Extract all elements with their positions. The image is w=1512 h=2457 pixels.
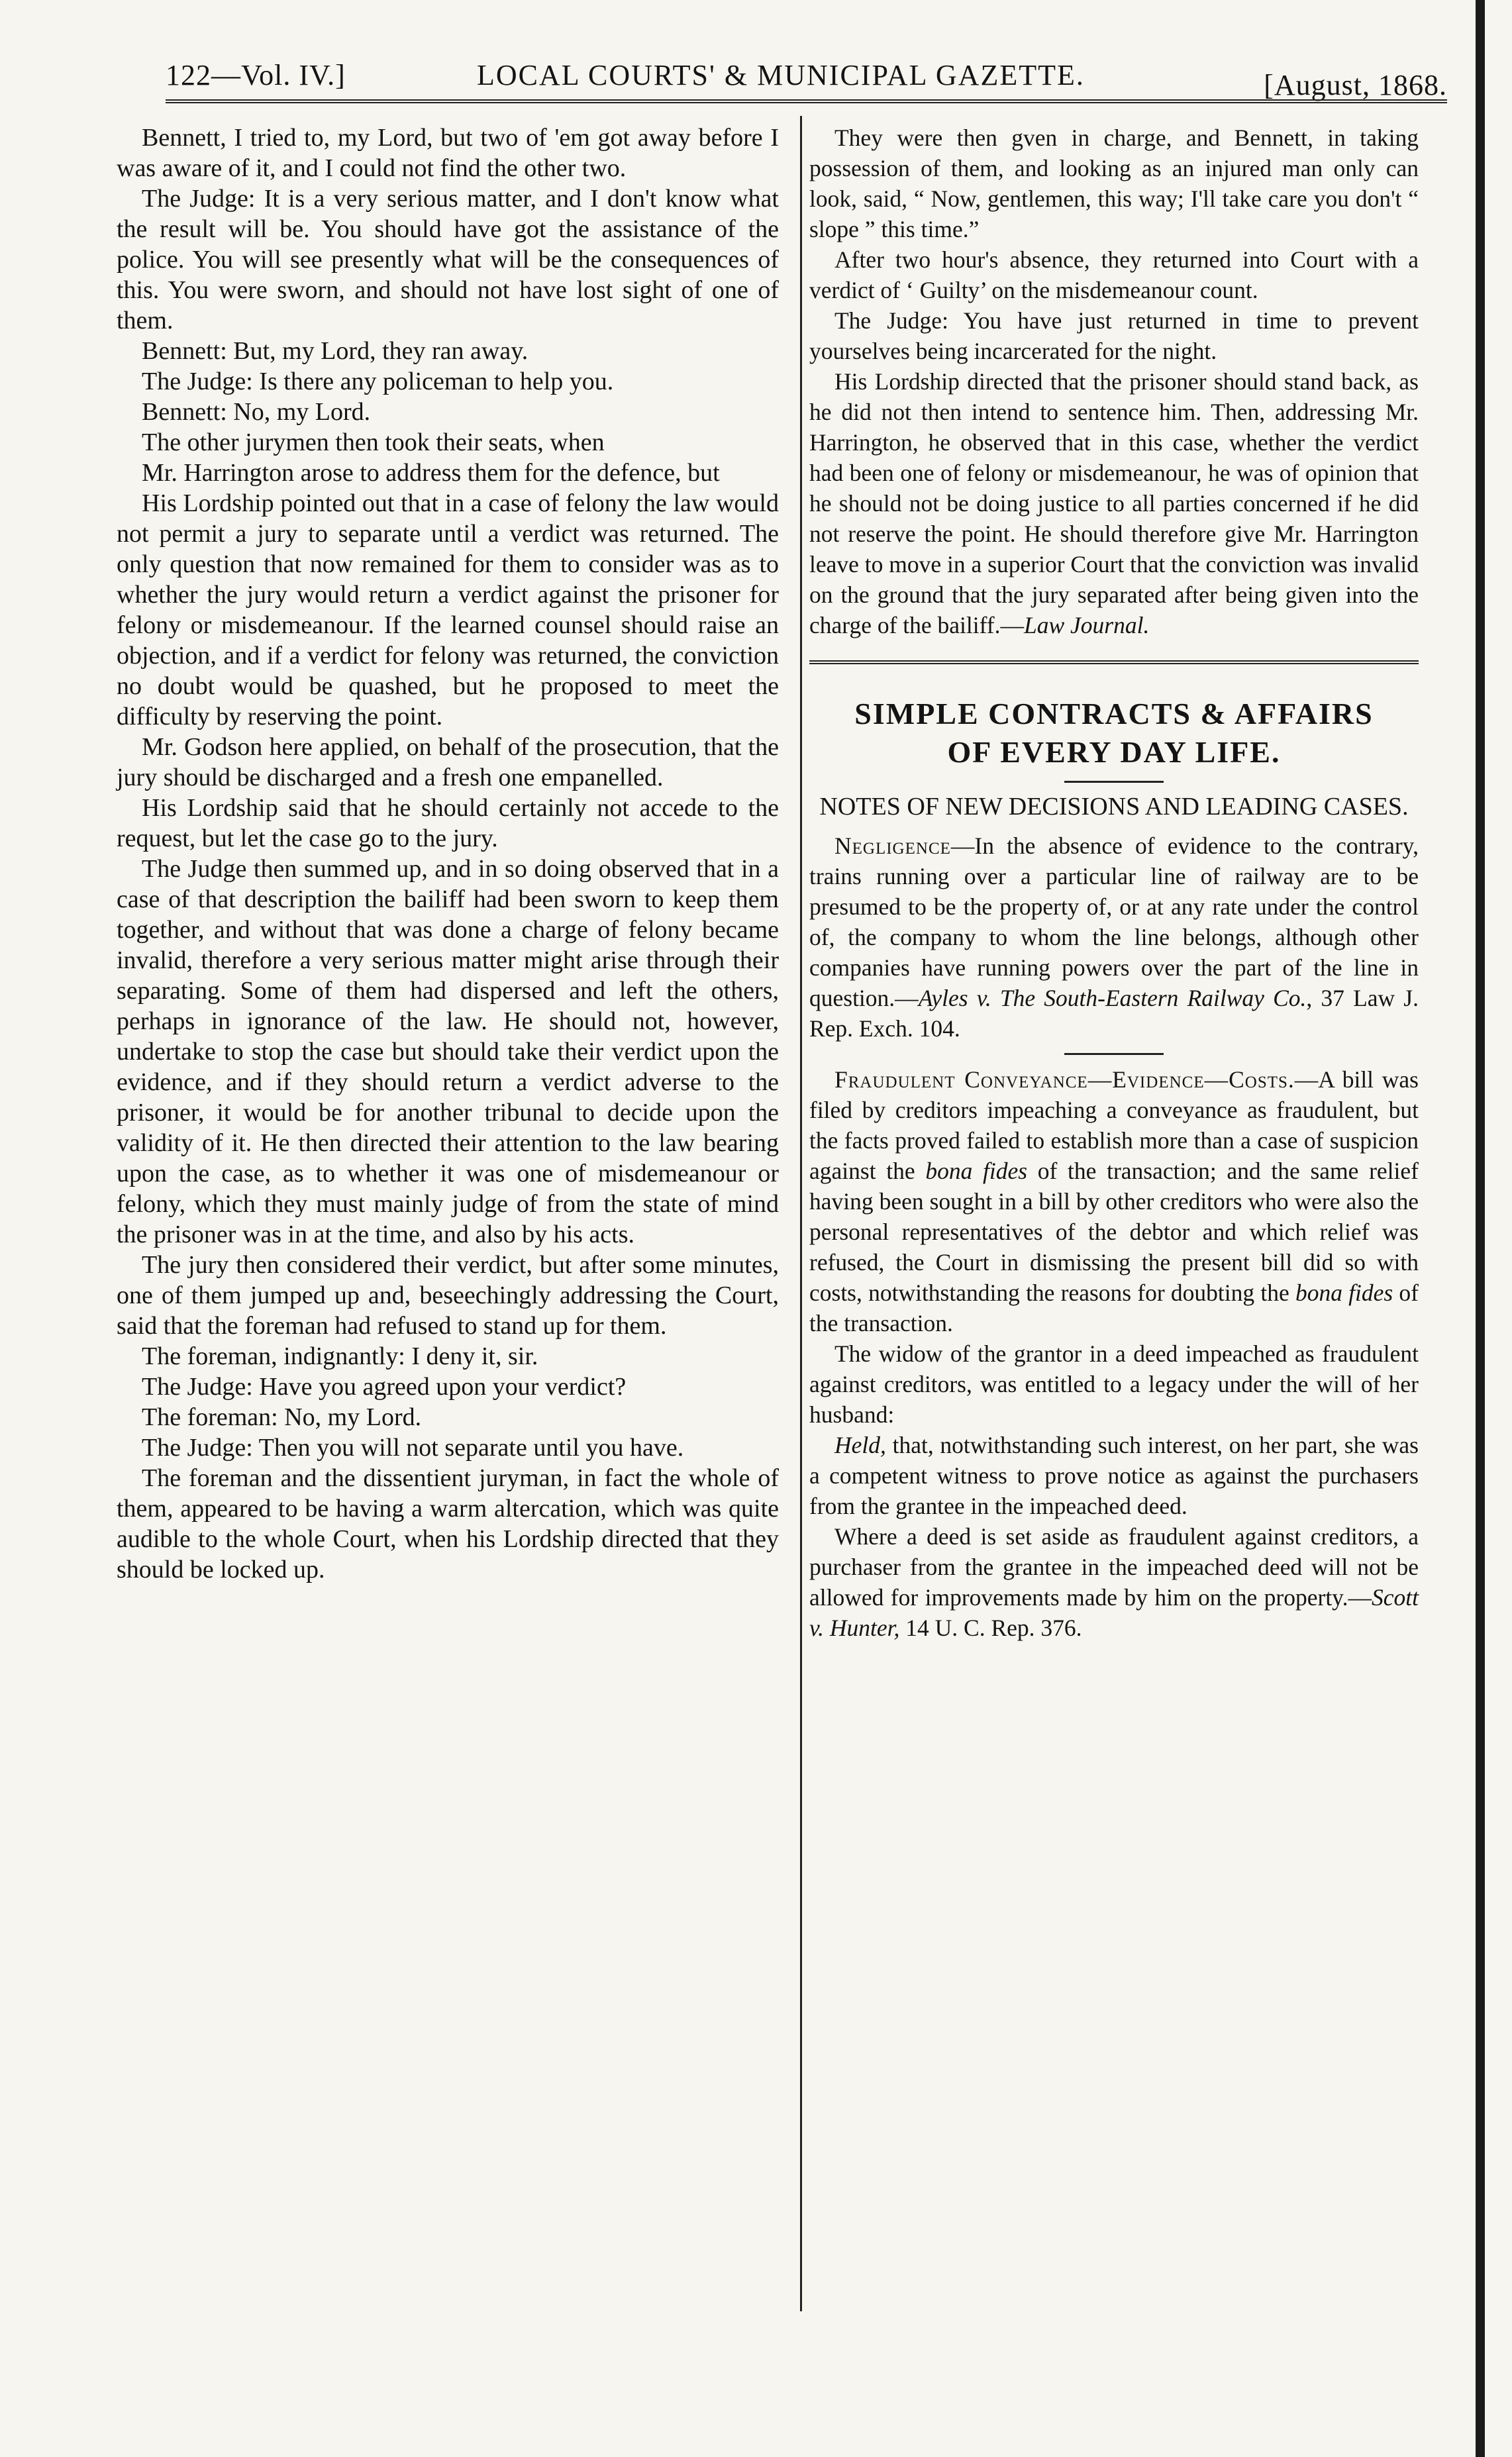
section-title [809, 695, 1419, 772]
case-note-fraud [809, 1064, 1419, 1338]
case-name: Ayles v. The South-Eastern Railway Co. [918, 985, 1307, 1011]
case-note-negligence [809, 830, 1419, 1044]
paragraph: His Lordship pointed out that in a case of felony the law would not permit a jury to separate until a verdict was returned. The only question that now remained for them to consider was as to whether the jury would return a verdict against the prisoner for felony or misdemeanour. If the learned counsel should raise an objection, and if a verdict for felony was returned, the conviction no doubt would be quashed, but he proposed to meet the difficulty by reserving the point. [117, 489, 779, 730]
paragraph: Bennett: No, my Lord. [142, 398, 371, 426]
section-title-line: OF EVERY DAY LIFE. [947, 735, 1281, 769]
short-rule [1064, 781, 1164, 783]
paragraph: The widow of the grantor in a deed impeached as fraudulent against creditors, was entitled to a legacy under the will of her husband: [809, 1340, 1419, 1428]
section-title-line: SIMPLE CONTRACTS & AFFAIRS [854, 697, 1374, 730]
case-text: of the transaction; and the same relief having been sought in a bill by other creditors who were also the personal representatives of the debtor and which relief was refused, the Court in dismissing the present bill did so with costs, notwithstanding the reasons for doubting the [809, 1158, 1419, 1306]
paragraph: The other jurymen then took their seats, when [142, 428, 605, 456]
paragraph: The Judge: It is a very serious matter, and I don't know what the result will be. You should have got the assistance of the police. You will see presently what will be the consequences of this. You were sworn, and should not have lost sight of one of them. [117, 185, 779, 334]
paragraph: The foreman, indignantly: I deny it, sir. [142, 1342, 538, 1370]
paragraph-with-credit: His Lordship directed that the prisoner should stand back, as he did not then intend to sentence him. Then, addressing Mr. Harrington, he observed that in this case, whether the verdict had been one of felony or misdemeanour, he was of opinion that he should not be doing justice to all parties concerned if he did not reserve the point. He should therefore give Mr. Harrington leave to move in a superior Court that the conviction was invalid on the ground that the jury separated after being given into the charge of the bailiff.—Law Journal. [809, 368, 1419, 638]
case-citation: 14 U. C. Rep. 376. [899, 1615, 1082, 1641]
page-edge-shadow [1476, 0, 1485, 2457]
paragraph: The jury then considered their verdict, but after some minutes, one of them jumped up and, beseechingly addressing the Court, said that the foreman had refused to stand up for them. [117, 1251, 779, 1340]
paragraph: Bennett: But, my Lord, they ran away. [142, 337, 529, 365]
held-label: Held, [834, 1432, 886, 1458]
column-divider [800, 116, 802, 2311]
header-rule [166, 99, 1447, 107]
section-subhead: NOTES OF NEW DECISIONS AND LEADING CASES. [819, 793, 1409, 821]
case-heading: Fraudulent Conveyance—Evidence—Costs. [834, 1066, 1295, 1093]
source-credit: Law Journal. [1024, 612, 1150, 638]
case-heading: Negligence [834, 832, 951, 859]
issue-date: [August, 1868. [1264, 69, 1447, 101]
page-volume-label: 122—Vol. IV.] [166, 59, 346, 91]
paragraph: Bennett, I tried to, my Lord, but two of 'em got away before I was aware of it, and I could not find the other two. [117, 124, 779, 182]
paragraph: The Judge: Is there any policeman to help you. [142, 368, 614, 395]
short-rule [1064, 1053, 1164, 1055]
journal-title: LOCAL COURTS' & MUNICIPAL GAZETTE. [477, 59, 1085, 91]
latin-term: bona fides [1295, 1279, 1393, 1306]
paragraph-with-case [809, 1521, 1419, 1643]
case-citation: , 37 Law J. Rep. Exch. 104. [809, 985, 1419, 1042]
paragraph: His Lordship said that he should certainly not accede to the request, but let the case go to the jury. [117, 794, 779, 852]
case-text: of the transaction. [809, 1279, 1419, 1336]
latin-term: bona fides [925, 1158, 1028, 1184]
paragraph: After two hour's absence, they returned into Court with a verdict of ‘ Guilty’ on the misdemeanour count. [809, 246, 1419, 303]
case-text: —A bill was filed by creditors impeaching a conveyance as fraudulent, but the facts proved failed to establish more than a case of suspicion against the [809, 1066, 1419, 1184]
right-column [809, 123, 1419, 1643]
case-text: —In the absence of evidence to the contrary, trains running over a particular line of railway are to be presumed to be the property of, or at any rate under the control of, the company to whom the line belongs, although other companies have running powers over the part of the line in question.— [809, 832, 1419, 1011]
left-column [117, 123, 779, 1585]
case-text: that, notwithstanding such interest, on her part, she was a competent witness to prove notice as against the purchasers from the grantee in the impeached deed. [809, 1432, 1419, 1519]
case-name: Scott v. Hunter, [809, 1584, 1419, 1641]
paragraph-held [809, 1430, 1419, 1521]
paragraph: The foreman and the dissentient juryman, in fact the whole of them, appeared to be having a warm altercation, which was quite audible to the whole Court, when his Lordship directed that they should be locked up. [117, 1464, 779, 1583]
section-rule [809, 660, 1419, 668]
case-text: Where a deed is set aside as fraudulent against creditors, a purchaser from the grantee in the impeached deed will not be allowed for improvements made by him on the property.— [809, 1523, 1419, 1611]
paragraph: Mr. Harrington arose to address them for the defence, but [142, 459, 720, 487]
paragraph: Mr. Godson here applied, on behalf of the prosecution, that the jury should be discharged and a fresh one empanelled. [117, 733, 779, 791]
paragraph: His Lordship directed that the prisoner should stand back, as he did not then intend to sentence him. Then, addressing Mr. Harrington, he observed that in this case, whether the verdict had been one of felony or misdemeanour, he was of opinion that he should not be doing justice to all parties concerned if he did not reserve the point. He should therefore give Mr. Harrington leave to move in a superior Court that the conviction was invalid on the ground that the jury separated after being given into the charge of the bailiff. [809, 368, 1419, 638]
paragraph: The foreman: No, my Lord. [142, 1403, 422, 1431]
paragraph: The Judge: You have just returned in time to prevent yourselves being incarcerated for the night. [809, 307, 1419, 364]
paragraph: The Judge: Have you agreed upon your verdict? [142, 1373, 627, 1401]
paragraph: The Judge: Then you will not separate until you have. [142, 1434, 684, 1462]
paragraph: The Judge then summed up, and in so doing observed that in a case of that description the bailiff had been sworn to keep them together, and without that was done a charge of felony became invalid, therefore a very serious matter might arise through their separating. Some of them had dispersed and left the others, perhaps in ignorance of the law. He should not, however, undertake to stop the case but should take their verdict upon the evidence, and if they should return a verdict adverse to the prisoner, it would be for another tribunal to decide upon the validity of it. He then directed their attention to the law bearing upon the case, as to whether it was one of misdemeanour or felony, which they must mainly judge of from the state of mind the prisoner was in at the time, and also by his acts. [117, 855, 779, 1248]
paragraph: They were then gven in charge, and Bennett, in taking possession of them, and looking as an injured man only can look, said, “ Now, gentlemen, this way; I'll take care you don't “ slope ” this time.” [809, 125, 1419, 242]
